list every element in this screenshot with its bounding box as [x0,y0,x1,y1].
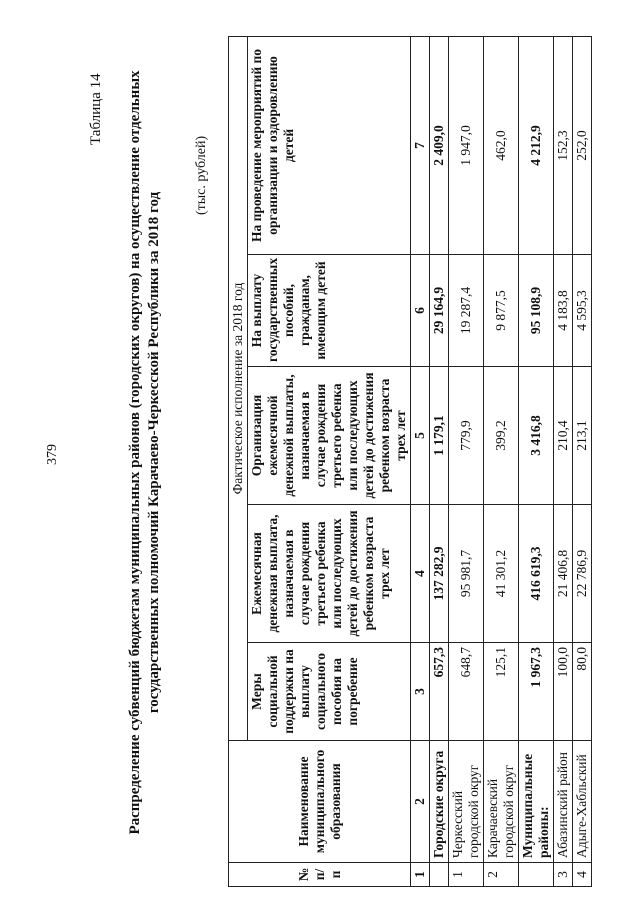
row-num [519,863,554,887]
document-title [126,0,164,905]
table-row [430,36,449,886]
header-c4: Ежемесячная денежная выплата, назначаемая в случае рождения третьего ребенка или последующих детей до достижения ребенком возраста трех лет [248,505,411,643]
colnum-1: 1 [411,863,430,887]
colnum-2: 2 [411,741,430,863]
row-name: Городские округа [430,741,449,863]
colnum-6: 6 [411,255,430,367]
row-num: 3 [554,863,573,887]
table-row [484,36,519,886]
row-c6: 95 108,9 [519,255,554,367]
header-name: Наименование муниципального образования [229,741,411,863]
row-c3: 657,3 [430,643,449,741]
header-c5: Организация ежемесячной денежной выплаты, назначаемая в случае рождения третьего ребенка или последующих детей до достижения ребенком возраста трех лет [248,367,411,505]
row-c3: 100,0 [554,643,573,741]
title-line-2: государственных полномочий Карачаево-Черкесской Республики за 2018 год [146,191,162,714]
row-name: Черкесский городской округ [449,741,484,863]
row-c5: 213,1 [573,367,592,505]
header-row-group [229,36,248,886]
row-c6: 19 287,4 [449,255,484,367]
row-name: Абазинский район [554,741,573,863]
row-c5: 210,4 [554,367,573,505]
units-note: (тыс. рублей) [194,135,209,215]
header-c3: Меры социальной поддержки на выплату социального пособия на погребение [248,643,411,741]
colnum-4: 4 [411,505,430,643]
title-line-1: Распределение субвенций бюджетам муниципальных районов (городских округов) на осуществление отдельных [127,70,143,835]
row-name: Муниципальные районы: [519,741,554,863]
colnum-3: 3 [411,643,430,741]
table-row [449,36,484,886]
row-c3: 125,1 [484,643,519,741]
row-c3: 648,7 [449,643,484,741]
row-c6: 4 595,3 [573,255,592,367]
row-c4: 21 406,8 [554,505,573,643]
row-c4: 41 301,2 [484,505,519,643]
row-c3: 80,0 [573,643,592,741]
colnum-7: 7 [411,36,430,254]
page-number: 379 [45,444,60,465]
row-c5: 3 416,8 [519,367,554,505]
row-c7: 1 947,0 [449,36,484,254]
column-number-row [411,36,430,886]
header-num: № п/п [229,863,411,887]
row-c4: 137 282,9 [430,505,449,643]
row-c6: 29 164,9 [430,255,449,367]
header-group: Фактическое исполнение за 2018 год [229,36,248,740]
row-c4: 95 981,7 [449,505,484,643]
row-c4: 22 786,9 [573,505,592,643]
header-c6: На выплату государственных пособий, гражданам, имеющим детей [248,255,411,367]
table-label: Таблица 14 [88,73,104,145]
table-row [554,36,573,886]
row-c6: 9 877,5 [484,255,519,367]
row-name: Адыге-Хабльский [573,741,592,863]
row-c4: 416 619,3 [519,505,554,643]
subventions-table [228,36,592,887]
row-c5: 779,9 [449,367,484,505]
row-c7: 152,3 [554,36,573,254]
row-c5: 1 179,1 [430,367,449,505]
row-name: Карачаевский городской округ [484,741,519,863]
table-row [573,36,592,886]
row-c7: 2 409,0 [430,36,449,254]
row-num: 1 [449,863,484,887]
row-c7: 252,0 [573,36,592,254]
header-c7: На проведение мероприятий по организации и оздоровлению детей [248,36,411,254]
table-row [519,36,554,886]
colnum-5: 5 [411,367,430,505]
row-c7: 4 212,9 [519,36,554,254]
row-c6: 4 183,8 [554,255,573,367]
row-c7: 462,0 [484,36,519,254]
row-c5: 399,2 [484,367,519,505]
row-num: 2 [484,863,519,887]
row-c3: 1 967,3 [519,643,554,741]
row-num [430,863,449,887]
row-num: 4 [573,863,592,887]
